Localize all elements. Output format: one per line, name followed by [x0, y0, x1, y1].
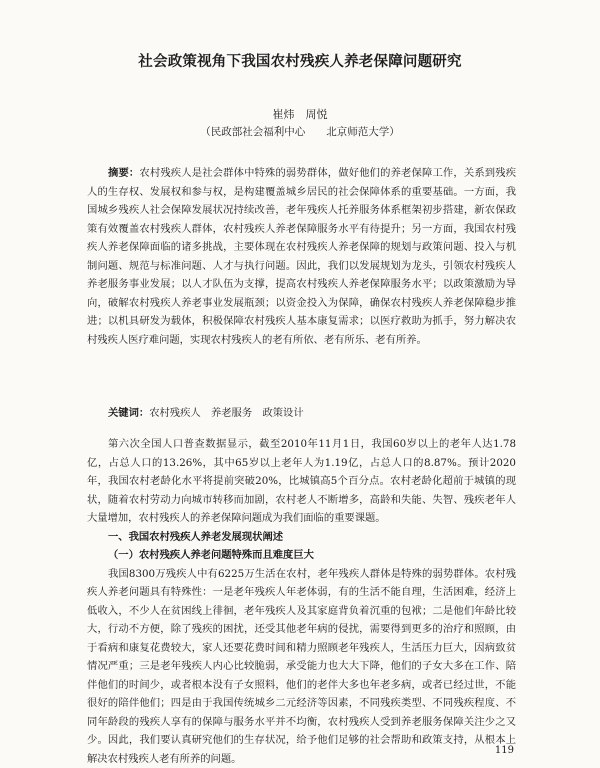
section-heading-1: 一、我国农村残疾人养老发展现状阐述 [87, 528, 516, 547]
intro-paragraph: 第六次全国人口普查数据显示，截至2010年11月1日，我国60岁以上的老年人达1.78亿，占总人口的13.26%，其中65岁以上老年人为1.19亿，占总人口的8.87%。预计2020年，我国农村老龄化水平将提前突破20%，比城镇高5个百分点。农村老龄化超前于城镇的现状，随着农村劳动力向城市转移而加剧，农村老人不断增多，高龄和失能、失智、残疾老年人大量增加，农村残疾人的养老保障问题成为我们面临的重要课题。 [87, 435, 516, 528]
subsection-heading-1: （一）农村残疾人养老问题特殊而且难度巨大 [87, 546, 516, 565]
keywords-text: 农村残疾人 养老服务 政策设计 [149, 407, 303, 419]
article-affiliation: （民政部社会福利中心 北京师范大学） [0, 124, 600, 139]
keywords [108, 404, 304, 419]
body-paragraph-1: 我国8300万残疾人中有6225万生活在农村，老年残疾人群体是特殊的弱势群体。农村残疾人养老问题具有特殊性：一是老年残疾人年老体弱，有的生活不能自理，生活困难，经济上低收入，不少人在贫困线上徘徊，老年残疾人及其家庭背负着沉重的包袱；二是他们年龄比较大，行动不方便，除了残疾的困扰，还受其他老年病的侵扰，需要得到更多的治疗和照顾，由于看病和康复花费较大，家人还要花费时间和精力照顾老年残疾人，生活压力巨大，因病致贫情况严重；三是老年残疾人内心比较脆弱，承受能力也大大下降，他们的子女大多在工作、陪伴他们的时间少，或者根本没有子女照料，他们的老伴大多也年老多病，或者已经过世，不能很好的陪伴他们；四是由于我国传统城乡二元经济等因素，不同残疾类型、不同残疾程度、不同年龄段的残疾人享有的保障与服务水平并不均衡，农村残疾人受到养老服务保障关注少之又少。因此，我们要认真研究他们的生存状况，给予他们足够的社会帮助和政策支持，从根本上解决农村残疾人老有所养的问题。 [87, 565, 516, 768]
article-authors: 崔炜 周悦 [0, 106, 600, 122]
abstract-text: 农村残疾人是社会群体中特殊的弱势群体，做好他们的养老保障工作，关系到残疾人的生存权、发展权和参与权，是构建覆盖城乡居民的社会保障体系的重要基础。一方面，我国城乡残疾人社会保障发展状况持续改善，老年残疾人托养服务体系框架初步搭建，新农保政策有效覆盖农村残疾人群体，农村残疾人养老保障服务水平有待提升；另一方面，我国农村残疾人养老保障面临的诸多挑战，主要体现在农村残疾人养老保障的规划与政策问题、投入与机制问题、规范与标准问题、人才与执行问题。因此，我们以发展规划为龙头，引领农村残疾人养老服务事业发展；以人才队伍为支撑，提高农村残疾人养老保障服务水平；以政策激励为导向，破解农村残疾人养老事业发展瓶颈；以资金投入为保障，确保农村残疾人养老保障稳步推进；以机具研发为载体，积极保障农村残疾人基本康复需求；以医疗救助为抓手，努力解决农村残疾人医疗难问题，实现农村残疾人的老有所依、老有所乐、老有所养。 [87, 167, 516, 346]
abstract [87, 164, 516, 349]
keywords-label: 关键词： [108, 407, 149, 419]
page-number: 119 [495, 745, 514, 756]
body-text [87, 435, 516, 768]
abstract-label: 摘要： [108, 167, 139, 179]
article-title: 社会政策视角下我国农村残疾人养老保障问题研究 [0, 50, 600, 71]
